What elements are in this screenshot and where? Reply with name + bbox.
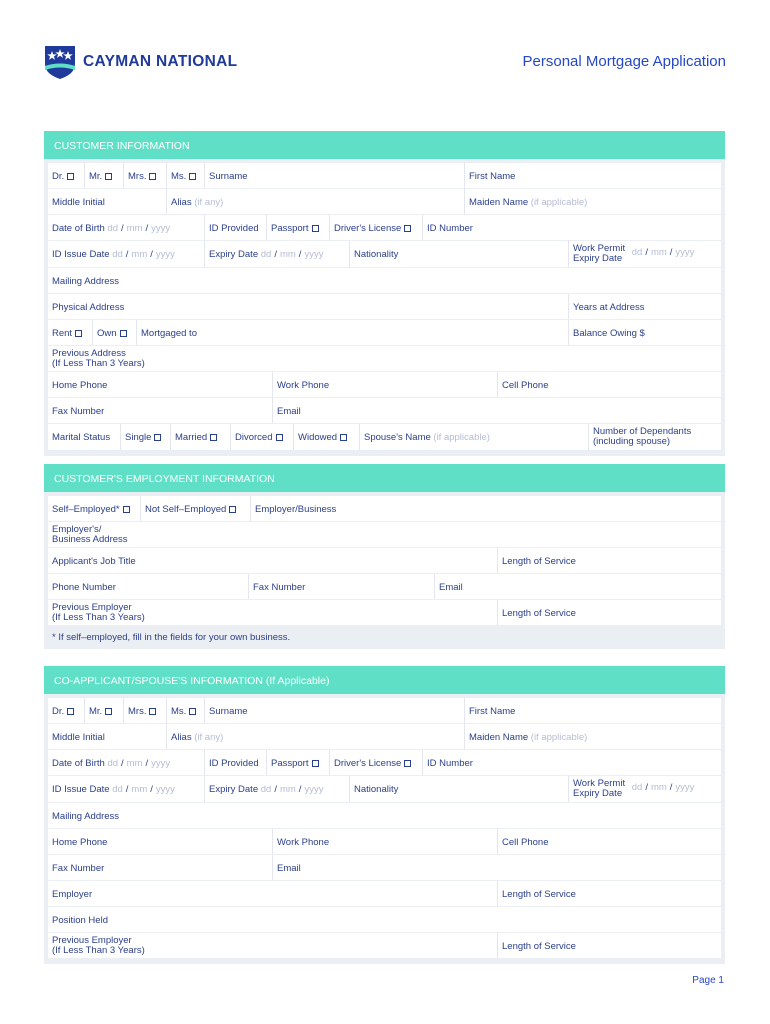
slash: /: [669, 782, 673, 793]
id-issue-row: [48, 241, 721, 267]
co-surname-field[interactable]: [204, 698, 464, 723]
co-alias-field[interactable]: [166, 724, 464, 749]
job-title-row: [48, 548, 721, 573]
work-phone-field[interactable]: [272, 372, 497, 397]
years-at-address-label: Years at Address: [573, 302, 645, 313]
mm-hint: mm: [650, 247, 667, 258]
co-passport-label: Passport: [271, 758, 309, 769]
slash: /: [645, 782, 648, 793]
expiry-date-label: Expiry Date: [209, 249, 259, 260]
co-id-provided-label: ID Provided: [209, 758, 259, 769]
id-provided-label: ID Provided: [209, 223, 259, 234]
slash: /: [298, 249, 302, 260]
maiden-name-field[interactable]: [464, 189, 721, 214]
mortgaged-to-label: Mortgaged to: [141, 328, 197, 339]
co-date-of-birth-field[interactable]: [48, 750, 204, 775]
married-label: Married: [175, 432, 208, 443]
work-permit-line2: Expiry Date: [573, 252, 623, 264]
own-option[interactable]: [92, 320, 136, 345]
co-passport-option[interactable]: [266, 750, 329, 775]
slash: /: [150, 249, 153, 260]
co-first-name-label: First Name: [469, 706, 516, 717]
co-title-ms-label: Ms.: [171, 706, 187, 717]
slash: /: [121, 223, 124, 234]
balance-owing-field[interactable]: [568, 320, 721, 345]
co-alias-hint: (if any): [194, 732, 224, 743]
id-provided-label-cell: [204, 215, 266, 240]
co-dob-row: [48, 750, 721, 775]
fax-number-field[interactable]: [48, 398, 272, 423]
dob-row: [48, 215, 721, 240]
co-email-label: Email: [277, 863, 301, 874]
co-mailing-address-field[interactable]: [48, 803, 721, 828]
mm-hint: mm: [131, 784, 148, 795]
slash: /: [125, 249, 129, 260]
single-label: Single: [125, 432, 152, 443]
co-dob-label: Date of Birth: [52, 758, 105, 769]
checkbox[interactable]: [210, 434, 217, 441]
co-work-permit-expiry-field[interactable]: [568, 776, 721, 802]
title-ms-label: Ms.: [171, 171, 187, 182]
marital-row: [48, 424, 721, 450]
co-email-field[interactable]: [272, 855, 721, 880]
self-employed-label: Self–Employed*: [52, 504, 120, 515]
employer-email-field[interactable]: [434, 574, 721, 599]
co-position-row: [48, 907, 721, 932]
co-previous-employer-line1: Previous Employer: [52, 935, 132, 946]
co-id-issue-date-field[interactable]: [48, 776, 204, 802]
drivers-license-option[interactable]: [329, 215, 422, 240]
checkbox[interactable]: [189, 173, 196, 180]
title-dr[interactable]: [48, 163, 84, 188]
shield-stars-icon: [44, 44, 76, 80]
checkbox[interactable]: [404, 225, 411, 232]
checkbox[interactable]: [149, 173, 156, 180]
spouse-name-field[interactable]: [359, 424, 588, 450]
co-work-phone-label: Work Phone: [277, 837, 330, 848]
yyyy-hint: yyyy: [304, 249, 324, 260]
co-previous-length-of-service-field[interactable]: [497, 933, 721, 958]
checkbox[interactable]: [75, 330, 82, 337]
job-title-field[interactable]: [48, 548, 497, 573]
checkbox[interactable]: [276, 434, 283, 441]
middle-initial-field[interactable]: [48, 189, 166, 214]
name-row: [48, 163, 721, 188]
brand-name: CAYMAN NATIONAL: [83, 53, 238, 70]
home-phone-label: Home Phone: [52, 380, 108, 391]
co-employer-label: Employer: [52, 889, 93, 900]
co-work-permit-label: [573, 779, 625, 798]
residence-row: [48, 320, 721, 345]
slash: /: [274, 784, 277, 795]
widowed-option[interactable]: [293, 424, 359, 450]
date-of-birth-field[interactable]: [48, 215, 204, 240]
slash: /: [125, 784, 129, 795]
mm-hint: mm: [650, 782, 667, 793]
co-previous-employer-line2: (If Less Than 3 Years): [52, 944, 145, 956]
marital-status-label-cell: [48, 424, 120, 450]
co-nationality-field[interactable]: [349, 776, 568, 802]
employer-address-line2: Business Address: [52, 533, 128, 545]
slash: /: [645, 247, 648, 258]
co-fax-number-label: Fax Number: [52, 863, 105, 874]
document-title: Personal Mortgage Application: [522, 53, 726, 70]
checkbox[interactable]: [67, 173, 74, 180]
title-mr-label: Mr.: [89, 171, 103, 182]
slash: /: [145, 758, 149, 769]
slash: /: [121, 758, 124, 769]
balance-owing-label: Balance Owing $: [573, 328, 645, 339]
co-id-number-label: ID Number: [427, 758, 473, 769]
not-self-employed-option[interactable]: [140, 496, 250, 521]
co-length-of-service-label: Length of Service: [502, 889, 576, 900]
single-option[interactable]: [120, 424, 170, 450]
dd-hint: dd: [260, 784, 272, 795]
mm-hint: mm: [126, 758, 143, 769]
yyyy-hint: yyyy: [151, 758, 171, 769]
checkbox[interactable]: [123, 506, 130, 513]
previous-address-row: [48, 346, 721, 371]
work-permit-line1: Work Permit: [573, 243, 626, 254]
dd-hint: dd: [107, 223, 119, 234]
co-fax-number-field[interactable]: [48, 855, 272, 880]
co-middle-row: [48, 724, 721, 749]
maiden-name-label: Maiden Name: [469, 197, 529, 208]
checkbox[interactable]: [105, 173, 112, 180]
middle-row: [48, 189, 721, 214]
job-title-label: Applicant's Job Title: [52, 556, 136, 567]
mailing-row: [48, 268, 721, 293]
slash: /: [298, 784, 302, 795]
mailing-address-field[interactable]: [48, 268, 721, 293]
self-employed-option[interactable]: [48, 496, 140, 521]
dd-hint: dd: [631, 247, 643, 258]
co-work-permit-line1: Work Permit: [573, 778, 626, 789]
co-title-ms[interactable]: [166, 698, 204, 723]
co-previous-length-of-service-label: Length of Service: [502, 941, 576, 952]
employer-fax-field[interactable]: [248, 574, 434, 599]
employer-phone-field[interactable]: [48, 574, 248, 599]
yyyy-hint: yyyy: [155, 249, 175, 260]
co-title-mr[interactable]: [84, 698, 123, 723]
checkbox[interactable]: [404, 760, 411, 767]
previous-length-of-service-field[interactable]: [497, 600, 721, 625]
co-nationality-label: Nationality: [354, 784, 399, 795]
checkbox[interactable]: [154, 434, 161, 441]
mm-hint: mm: [279, 249, 296, 260]
cell-phone-field[interactable]: [497, 372, 721, 397]
employer-business-label: Employer/Business: [255, 504, 337, 515]
dd-hint: dd: [112, 784, 123, 795]
employer-email-label: Email: [439, 582, 463, 593]
co-title-mr-label: Mr.: [89, 706, 103, 717]
id-number-label: ID Number: [427, 223, 473, 234]
maiden-hint: (if applicable): [530, 197, 588, 208]
co-title-dr-label: Dr.: [52, 706, 65, 717]
co-work-permit-line2: Expiry Date: [573, 787, 623, 799]
id-issue-date-field[interactable]: [48, 241, 204, 267]
co-surname-label: Surname: [209, 706, 248, 717]
dd-hint: dd: [112, 249, 123, 260]
checkbox[interactable]: [312, 225, 319, 232]
employer-address-line1: Employer's/: [52, 524, 102, 535]
mailing-address-label: Mailing Address: [52, 276, 120, 287]
co-position-held-label: Position Held: [52, 915, 108, 926]
co-phone-row: [48, 829, 721, 854]
previous-employer-field[interactable]: [48, 600, 497, 625]
co-fax-row: [48, 855, 721, 880]
co-first-name-field[interactable]: [464, 698, 721, 723]
previous-employer-row: [48, 600, 721, 625]
mm-hint: mm: [131, 249, 148, 260]
mm-hint: mm: [126, 223, 143, 234]
nationality-field[interactable]: [349, 241, 568, 267]
customer-information-section: [44, 159, 725, 456]
first-name-label: First Name: [469, 171, 516, 182]
checkbox[interactable]: [120, 330, 127, 337]
slash: /: [669, 247, 673, 258]
co-cell-phone-field[interactable]: [497, 829, 721, 854]
spouse-name-label: Spouse's Name: [364, 432, 431, 443]
co-middle-initial-field[interactable]: [48, 724, 166, 749]
customer-information-heading: CUSTOMER INFORMATION: [44, 131, 725, 159]
employment-heading: CUSTOMER'S EMPLOYMENT INFORMATION: [44, 464, 725, 492]
mm-hint: mm: [279, 784, 296, 795]
title-ms[interactable]: [166, 163, 204, 188]
fax-number-label: Fax Number: [52, 406, 105, 417]
not-self-employed-label: Not Self–Employed: [145, 504, 227, 515]
checkbox[interactable]: [105, 708, 112, 715]
passport-option[interactable]: [266, 215, 329, 240]
previous-employer-line1: Previous Employer: [52, 602, 132, 613]
yyyy-hint: yyyy: [151, 223, 171, 234]
alias-hint: (if any): [194, 197, 224, 208]
id-issue-date-label: ID Issue Date: [52, 249, 110, 260]
title-mrs-label: Mrs.: [128, 171, 147, 182]
dependants-line2: (including spouse): [593, 435, 671, 447]
divorced-label: Divorced: [235, 432, 273, 443]
dependants-line1: Number of Dependants: [593, 426, 692, 437]
mortgaged-to-field[interactable]: [136, 320, 568, 345]
physical-address-field[interactable]: [48, 294, 568, 319]
co-expiry-date-label: Expiry Date: [209, 784, 259, 795]
co-mailing-address-label: Mailing Address: [52, 811, 120, 822]
work-permit-expiry-field[interactable]: [568, 241, 721, 267]
co-drivers-license-option[interactable]: [329, 750, 422, 775]
physical-row: [48, 294, 721, 319]
yyyy-hint: yyyy: [155, 784, 175, 795]
title-mr[interactable]: [84, 163, 123, 188]
passport-label: Passport: [271, 223, 309, 234]
yyyy-hint: yyyy: [675, 247, 695, 258]
middle-initial-label: Middle Initial: [52, 197, 105, 208]
checkbox[interactable]: [149, 708, 156, 715]
co-drivers-license-label: Driver's License: [334, 758, 402, 769]
co-previous-employer-field[interactable]: [48, 933, 497, 958]
dd-hint: dd: [260, 249, 272, 260]
rent-option[interactable]: [48, 320, 92, 345]
employer-fax-label: Fax Number: [253, 582, 306, 593]
checkbox[interactable]: [67, 708, 74, 715]
co-maiden-name-field[interactable]: [464, 724, 721, 749]
first-name-field[interactable]: [464, 163, 721, 188]
cell-phone-label: Cell Phone: [502, 380, 549, 391]
co-home-phone-field[interactable]: [48, 829, 272, 854]
spouse-hint: (if applicable): [433, 432, 490, 443]
page-number: Page 1: [692, 975, 724, 986]
email-field[interactable]: [272, 398, 721, 423]
alias-label: Alias: [171, 197, 192, 208]
previous-length-of-service-label: Length of Service: [502, 608, 576, 619]
co-middle-initial-label: Middle Initial: [52, 732, 105, 743]
slash: /: [145, 223, 149, 234]
co-id-number-field[interactable]: [422, 750, 721, 775]
work-permit-date-hint: [632, 248, 695, 258]
dd-hint: dd: [631, 782, 643, 793]
length-of-service-field[interactable]: [497, 548, 721, 573]
page-header: [0, 0, 770, 110]
surname-label: Surname: [209, 171, 248, 182]
co-previous-employer-row: [48, 933, 721, 958]
previous-employer-line2: (If Less Than 3 Years): [52, 611, 145, 623]
co-length-of-service-field[interactable]: [497, 881, 721, 906]
alias-field[interactable]: [166, 189, 464, 214]
employer-address-field[interactable]: [48, 522, 721, 547]
co-maiden-name-label: Maiden Name: [469, 732, 529, 743]
co-mailing-row: [48, 803, 721, 828]
co-position-held-field[interactable]: [48, 907, 721, 932]
expiry-date-field[interactable]: [204, 241, 349, 267]
home-phone-field[interactable]: [48, 372, 272, 397]
logo: [44, 44, 237, 80]
coapplicant-section: [44, 694, 725, 964]
married-option[interactable]: [170, 424, 230, 450]
drivers-license-label: Driver's License: [334, 223, 402, 234]
co-alias-label: Alias: [171, 732, 192, 743]
co-work-phone-field[interactable]: [272, 829, 497, 854]
co-name-row: [48, 698, 721, 723]
dob-label: Date of Birth: [52, 223, 105, 234]
email-label: Email: [277, 406, 301, 417]
employer-business-field[interactable]: [250, 496, 721, 521]
slash: /: [274, 249, 277, 260]
co-title-dr[interactable]: [48, 698, 84, 723]
self-employed-note: * If self–employed, fill in the fields for your own business.: [52, 632, 291, 643]
id-number-field[interactable]: [422, 215, 721, 240]
co-id-provided-label-cell: [204, 750, 266, 775]
employment-contact-row: [48, 574, 721, 599]
employer-phone-label: Phone Number: [52, 582, 116, 593]
rent-label: Rent: [52, 328, 73, 339]
checkbox[interactable]: [340, 434, 347, 441]
coapplicant-heading: CO-APPLICANT/SPOUSE'S INFORMATION (If Applicable): [44, 666, 725, 694]
physical-address-label: Physical Address: [52, 302, 125, 313]
widowed-label: Widowed: [298, 432, 338, 443]
marital-status-label: Marital Status: [52, 432, 111, 443]
co-home-phone-label: Home Phone: [52, 837, 108, 848]
employer-address-row: [48, 522, 721, 547]
work-phone-label: Work Phone: [277, 380, 330, 391]
surname-field[interactable]: [204, 163, 464, 188]
co-maiden-hint: (if applicable): [530, 732, 588, 743]
yyyy-hint: yyyy: [304, 784, 324, 795]
previous-address-field[interactable]: [48, 346, 721, 371]
phone-row: [48, 372, 721, 397]
own-label: Own: [97, 328, 117, 339]
co-expiry-date-field[interactable]: [204, 776, 349, 802]
dd-hint: dd: [107, 758, 119, 769]
slash: /: [150, 784, 153, 795]
co-employer-row: [48, 881, 721, 906]
co-id-issue-date-label: ID Issue Date: [52, 784, 110, 795]
title-mrs[interactable]: [123, 163, 166, 188]
co-title-mrs[interactable]: [123, 698, 166, 723]
divorced-option[interactable]: [230, 424, 293, 450]
work-permit-label: [573, 244, 625, 263]
nationality-label: Nationality: [354, 249, 399, 260]
yyyy-hint: yyyy: [675, 782, 695, 793]
employment-section: [44, 492, 725, 649]
co-cell-phone-label: Cell Phone: [502, 837, 549, 848]
previous-address-line2: (If Less Than 3 Years): [52, 357, 145, 369]
previous-address-line1: Previous Address: [52, 348, 126, 359]
checkbox[interactable]: [229, 506, 236, 513]
dependants-field[interactable]: [588, 424, 721, 450]
employment-type-row: [48, 496, 721, 521]
co-employer-field[interactable]: [48, 881, 497, 906]
co-id-issue-row: [48, 776, 721, 802]
co-work-permit-date-hint: [632, 783, 695, 793]
checkbox[interactable]: [189, 708, 196, 715]
fax-row: [48, 398, 721, 423]
years-at-address-field[interactable]: [568, 294, 721, 319]
title-dr-label: Dr.: [52, 171, 65, 182]
length-of-service-label: Length of Service: [502, 556, 576, 567]
co-title-mrs-label: Mrs.: [128, 706, 147, 717]
checkbox[interactable]: [312, 760, 319, 767]
